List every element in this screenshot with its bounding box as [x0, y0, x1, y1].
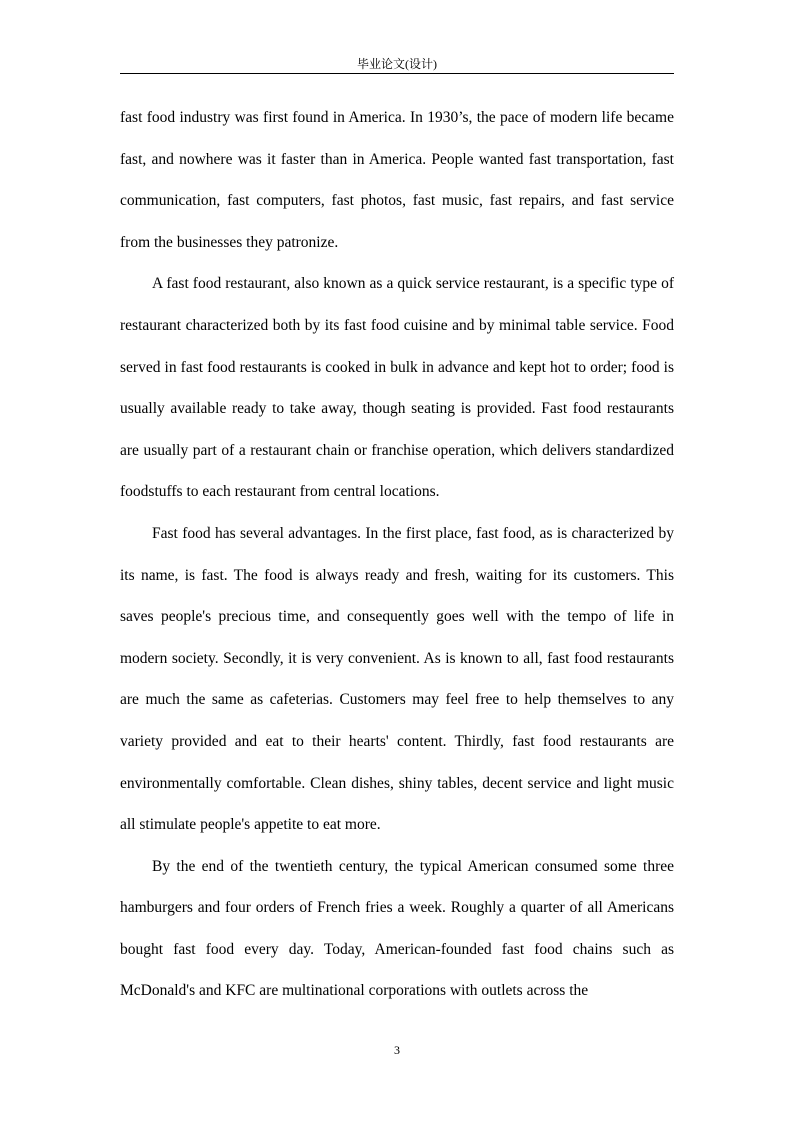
paragraph-american-consumption: By the end of the twentieth century, the typical American consumed some three hamburgers and four orders of French fries a week. Roughly a quarter of all Americans bought fast food every day. Today, American-founded fast food chains such as McDonald's and KFC are multinational corporations with outlets across the — [120, 857, 674, 1000]
paragraph-advantages: Fast food has several advantages. In the first place, fast food, as is characterized by its name, is fast. The food is always ready and fresh, waiting for its customers. This saves people's precious time, and consequently goes well with the tempo of life in modern society. Secondly, it is very convenient. As is known to all, fast food restaurants are much the same as cafeterias. Customers may feel free to help themselves to any variety provided and eat to their hearts' content. Thirdly, fast food restaurants are environmentally comfortable. Clean dishes, shiny tables, decent service and light music all stimulate people's appetite to eat more. — [120, 524, 674, 834]
header-divider — [120, 73, 674, 74]
paragraph-fast-food-restaurant: A fast food restaurant, also known as a quick service restaurant, is a specific type of restaurant characterized both by its fast food cuisine and by minimal table service. Food served in fast food restaurants is cooked in bulk in advance and kept hot to order; food is usually available ready to take away, though seating is provided. Fast food restaurants are usually part of a restaurant chain or franchise operation, which delivers standardized foodstuffs to each restaurant from central locations. — [120, 275, 674, 501]
page-number: 3 — [394, 1043, 400, 1057]
page-header-title: 毕业论文(设计) — [357, 57, 437, 71]
paragraph-continuation: fast food industry was first found in America. In 1930’s, the pace of modern life became fast, and nowhere was it faster than in America. People wanted fast transportation, fast communication, fast computers, fast photos, fast music, fast repairs, and fast service from the businesses they patronize. — [120, 109, 674, 251]
document-body — [120, 97, 674, 1012]
